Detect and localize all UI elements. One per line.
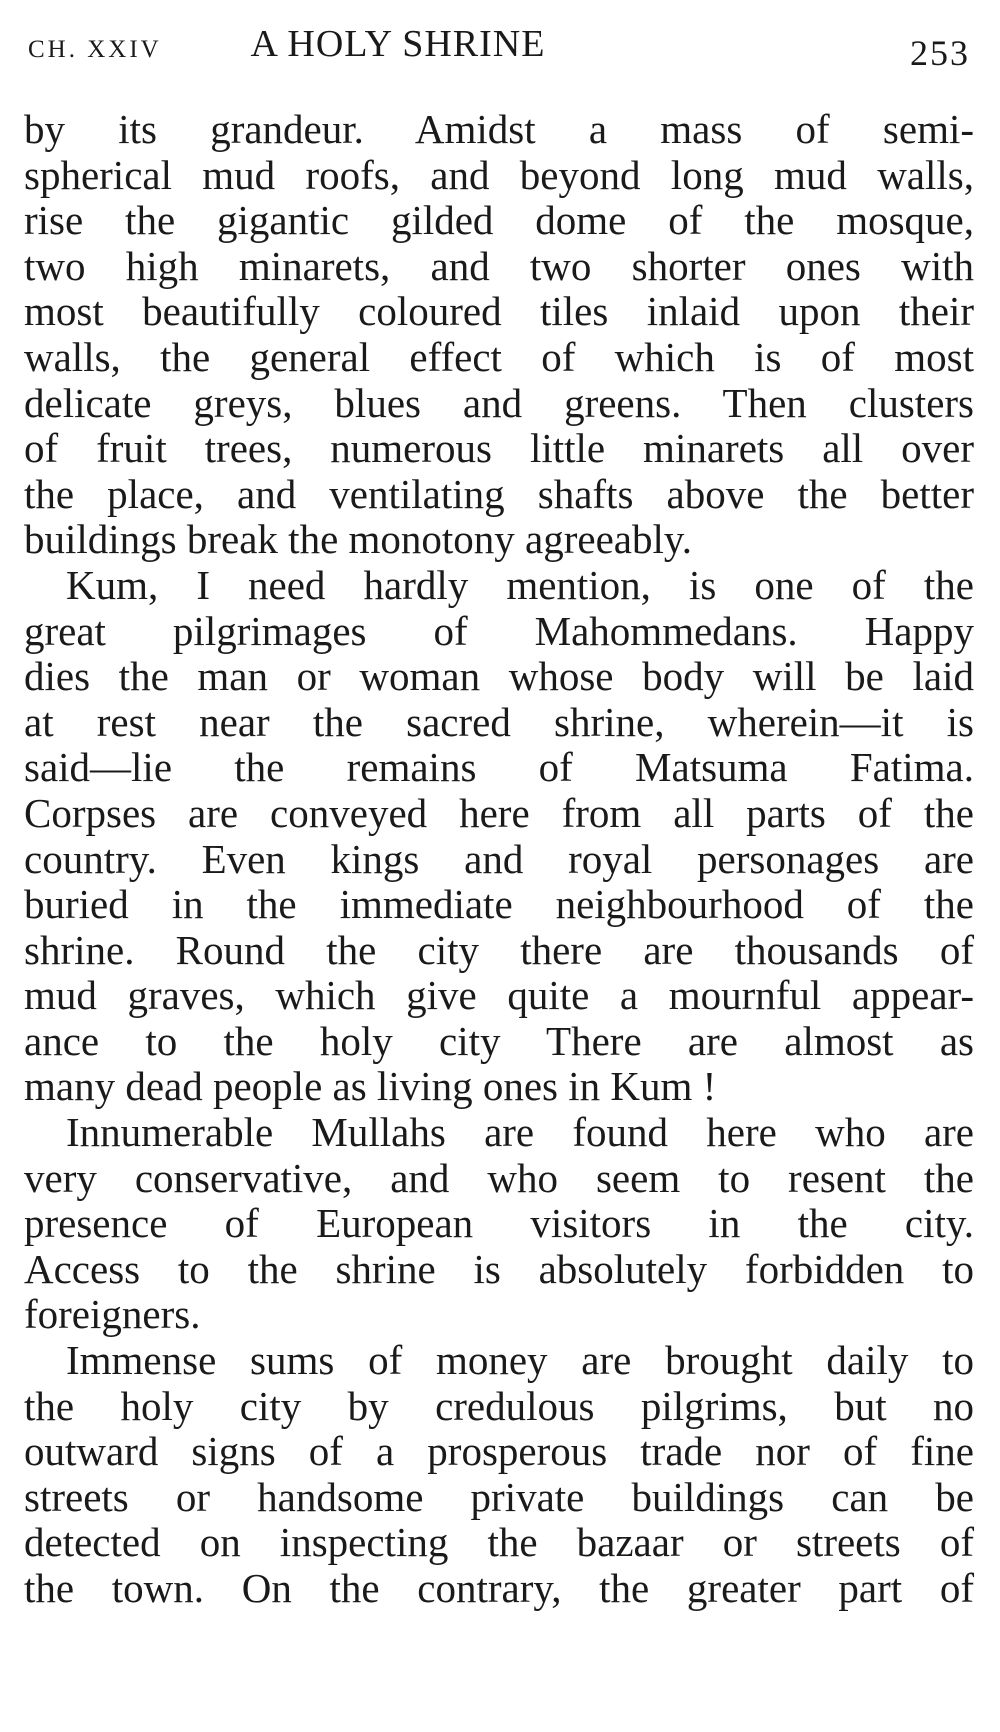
text-line: mud graves, which give quite a mournful appear- — [24, 972, 974, 1019]
running-title: A HOLY SHRINE — [250, 23, 546, 65]
text-line: Immense sums of money are brought daily to — [66, 1337, 974, 1384]
text-line: the holy city by credulous pilgrims, but no — [24, 1382, 974, 1429]
text-line: Innumerable Mullahs are found here who are — [66, 1109, 974, 1156]
text-line: at rest near the sacred shrine, wherein—it is — [24, 698, 974, 745]
text-line: spherical mud roofs, and beyond long mud walls, — [24, 151, 974, 198]
text-line: detected on inspecting the bazaar or streets of — [24, 1519, 974, 1566]
text-line: outward signs of a prosperous trade nor of fine — [24, 1428, 974, 1475]
text-line: two high minarets, and two shorter ones with — [24, 242, 974, 289]
text-line: great pilgrimages of Mahommedans. Happy — [24, 607, 974, 654]
text-line: Access to the shrine is absolutely forbidden to — [24, 1245, 974, 1292]
text-line: said—lie the remains of Matsuma Fatima. — [24, 744, 974, 791]
text-line: most beautifully coloured tiles inlaid upon their — [24, 288, 974, 335]
paragraph — [24, 1110, 974, 1338]
text-line: the place, and ventilating shafts above the better — [24, 470, 974, 517]
paragraph — [24, 563, 974, 1110]
text-line: ance to the holy city There are almost as — [24, 1017, 974, 1064]
text-line: the town. On the contrary, the greater part of — [24, 1565, 974, 1611]
text-line: many dead people as living ones in Kum ! — [24, 1063, 717, 1110]
paragraph — [24, 1338, 974, 1612]
paragraph — [24, 107, 974, 563]
text-line: presence of European visitors in the city. — [24, 1200, 974, 1247]
text-line: by its grandeur. Amidst a mass of semi- — [24, 106, 974, 152]
text-line: walls, the general effect of which is of most — [24, 333, 974, 380]
text-line: Corpses are conveyed here from all parts of the — [24, 789, 974, 836]
text-line: Kum, I need hardly mention, is one of the — [66, 561, 974, 608]
text-line: dies the man or woman whose body will be laid — [24, 653, 974, 700]
running-head — [28, 22, 970, 72]
text-line: of fruit trees, numerous little minarets all over — [24, 425, 974, 472]
text-line: buildings break the monotony agreeably. — [24, 516, 692, 563]
text-line: country. Even kings and royal personages are — [24, 835, 974, 882]
body-text — [24, 107, 974, 1612]
chapter-label: CH. XXIV — [28, 36, 162, 63]
text-line: shrine. Round the city there are thousands of — [24, 926, 974, 973]
text-line: foreigners. — [24, 1291, 201, 1338]
page-number: 253 — [910, 33, 970, 73]
text-line: streets or handsome private buildings can be — [24, 1473, 974, 1520]
text-line: delicate greys, blues and greens. Then clusters — [24, 379, 974, 426]
text-line: rise the gigantic gilded dome of the mosque, — [24, 197, 974, 244]
text-line: very conservative, and who seem to resent the — [24, 1154, 974, 1201]
text-line: buried in the immediate neighbourhood of the — [24, 881, 974, 928]
